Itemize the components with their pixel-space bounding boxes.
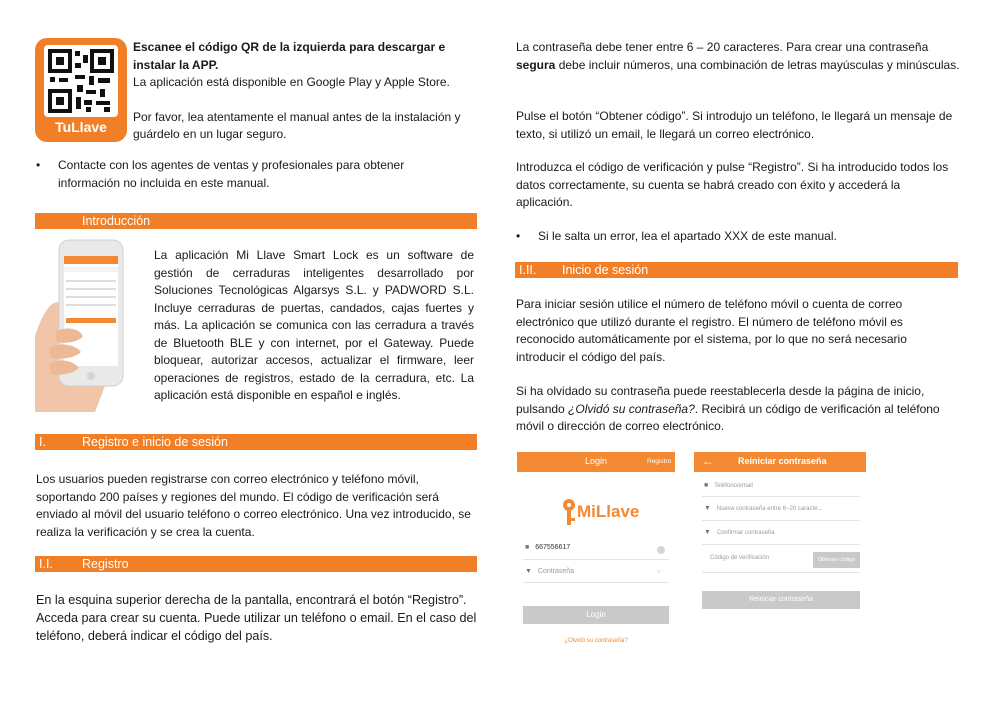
login-paragraph: Para iniciar sesión utilice el número de teléfono móvil o cuenta de correo electrónico que utilizó durante el registro. El número de teléfono móvil es reconocido automáticamente por el sistema, por lo que no será necesario introducir el código del país. [516, 297, 907, 364]
reset-header [694, 452, 866, 472]
bullet-icon: • [36, 158, 41, 172]
divider [702, 496, 860, 497]
register-link[interactable]: Registro [647, 458, 672, 465]
forgot-text: Si ha olvidado su contraseña puede reestablecerla desde la página de inicio, pulsando [516, 384, 925, 416]
password-rules-paragraph [516, 39, 961, 74]
section-header-inicio-sesion [515, 262, 958, 278]
password-field[interactable] [525, 568, 574, 575]
intro-body: La aplicación Mi Llave Smart Lock es un software de gestión de cerraduras inteligentes desarrollado por Soluciones Tecnológicas Algarsys S.L. y PADWORD S.L. Incluye cerraduras de puertas, candados, cajas fuertes y más. La aplicación se comunica con las cerradura a través de Bluetooth BLE y con internet, por el Gateway. Puede bloquear, autorizar accesos, actualizar el firmware, leer operaciones de registros, estado de la cerradura, etc. La aplicación está disponible en español e inglés. [154, 248, 474, 402]
confirm-password-field[interactable] [704, 529, 775, 536]
section-title: Registro [82, 557, 129, 571]
qr-scan-text: Escanee el código QR de la izquierda para descargar e instalar la APP. [133, 40, 446, 72]
new-password-field[interactable] [704, 505, 822, 512]
get-code-button[interactable]: Obtener código [813, 552, 860, 568]
reset-password-button[interactable]: Reiniciar contraseña [702, 591, 860, 609]
user-field-placeholder: Teléfono/email [714, 483, 753, 489]
bullet-icon: • [516, 229, 521, 243]
lock-icon: ▼ [704, 529, 711, 536]
section-title: Registro e inicio de sesión [82, 435, 228, 449]
lock-icon: ▼ [704, 505, 711, 512]
divider [702, 520, 860, 521]
reset-password-screenshot [694, 452, 866, 612]
qr-instructions [133, 39, 478, 144]
verify-code-paragraph: Introduzca el código de verificación y pulse “Registro”. Si ha introducido todos los datos correctamente, su cuenta se habrá creado con éxito y accederá la aplicación. [516, 160, 949, 209]
back-arrow-icon[interactable]: ← [702, 454, 714, 468]
reset-title: Reiniciar contraseña [738, 456, 827, 466]
password-placeholder: Contraseña [537, 568, 575, 575]
contact-bullet [36, 157, 476, 193]
error-bullet [516, 228, 956, 246]
login-screen-screenshot [517, 452, 675, 648]
divider [702, 572, 860, 573]
forgot-link-text: ¿Olvidó su contraseña? [568, 401, 695, 416]
divider [523, 559, 669, 560]
verification-code-field[interactable]: Código de verificación [710, 555, 770, 561]
forgot-text-end: . Recibirá un código de verificación al teléfono móvil o dirección de correo electrónico. [516, 401, 940, 433]
divider [523, 582, 669, 583]
section-header-registro [35, 556, 477, 572]
section-number: I. [39, 435, 46, 449]
section-number: I.II. [519, 263, 537, 277]
forgot-password-paragraph [516, 383, 956, 436]
new-password-placeholder: Nueva contraseña entre 6~20 caracte... [716, 506, 823, 512]
qr-code-icon [44, 45, 118, 117]
user-field[interactable] [704, 482, 753, 489]
login-title: Login [585, 456, 608, 466]
section-1-body: Los usuarios pueden registrarse con correo electrónico y teléfono móvil, soportando 200 países y regiones del mundo. El código de verificación será enviado al móvil del usuario teléfono o correo electrónico. Una vez introducido, se realiza la verificación y se crea la cuenta. [36, 472, 471, 539]
section-title: Introducción [82, 214, 151, 228]
app-icon-label: TuLlave [55, 119, 107, 135]
phone-value: 667556617 [535, 544, 571, 551]
user-icon: ■ [525, 544, 530, 551]
qr-app-icon [35, 38, 127, 142]
section-number: I.I. [39, 557, 53, 571]
get-code-paragraph: Pulse el botón “Obtener código”. Si introdujo un teléfono, le llegará un mensaje de texto, si utilizó un email, le llegará un correo electrónico. [516, 109, 953, 141]
password-rules-text: La contraseña debe tener entre 6 – 20 caracteres. Para crear una contraseña [516, 40, 929, 54]
confirm-password-placeholder: Confirmar contraseña [716, 530, 775, 536]
read-manual-text: Por favor, lea atentamente el manual antes de la instalación y guárdelo en un lugar seguro. [133, 109, 461, 141]
section-title: Inicio de sesión [562, 263, 649, 277]
clear-icon[interactable] [657, 546, 665, 554]
logo-text: MiLlave [577, 502, 640, 521]
phone-field[interactable] [525, 544, 570, 551]
section-header-introduccion [35, 213, 477, 229]
password-rules-text-end: debe incluir números, una combinación de letras mayúsculas y minúsculas. [555, 57, 960, 72]
key-logo-icon [561, 498, 577, 526]
login-header [517, 452, 675, 472]
section-1-1-body: En la esquina superior derecha de la pantalla, encontrará el botón “Registro”. Acceda para crear su cuenta. Puede utilizar un teléfono o email. En el caso del teléfono, deberá indicar el código del país. [36, 593, 477, 643]
password-rules-bold: segura [516, 57, 556, 72]
eye-icon[interactable]: ○ [657, 569, 661, 575]
error-bullet-text: Si le salta un error, lea el apartado XXX de este manual. [538, 229, 837, 243]
contact-bullet-text: Contacte con los agentes de ventas y profesionales para obtener información no incluida en este manual. [58, 158, 405, 190]
login-button[interactable]: Login [523, 606, 669, 624]
phone-in-hand-illustration [35, 236, 131, 412]
user-icon: ■ [704, 482, 709, 489]
divider [702, 544, 860, 545]
lock-icon: ▼ [525, 568, 532, 575]
millave-logo [561, 496, 641, 528]
store-availability-text: La aplicación está disponible en Google Play y Apple Store. [133, 75, 450, 89]
section-header-registro-inicio [35, 434, 477, 450]
forgot-password-link[interactable]: ¿Olvidó su contraseña? [564, 638, 628, 644]
